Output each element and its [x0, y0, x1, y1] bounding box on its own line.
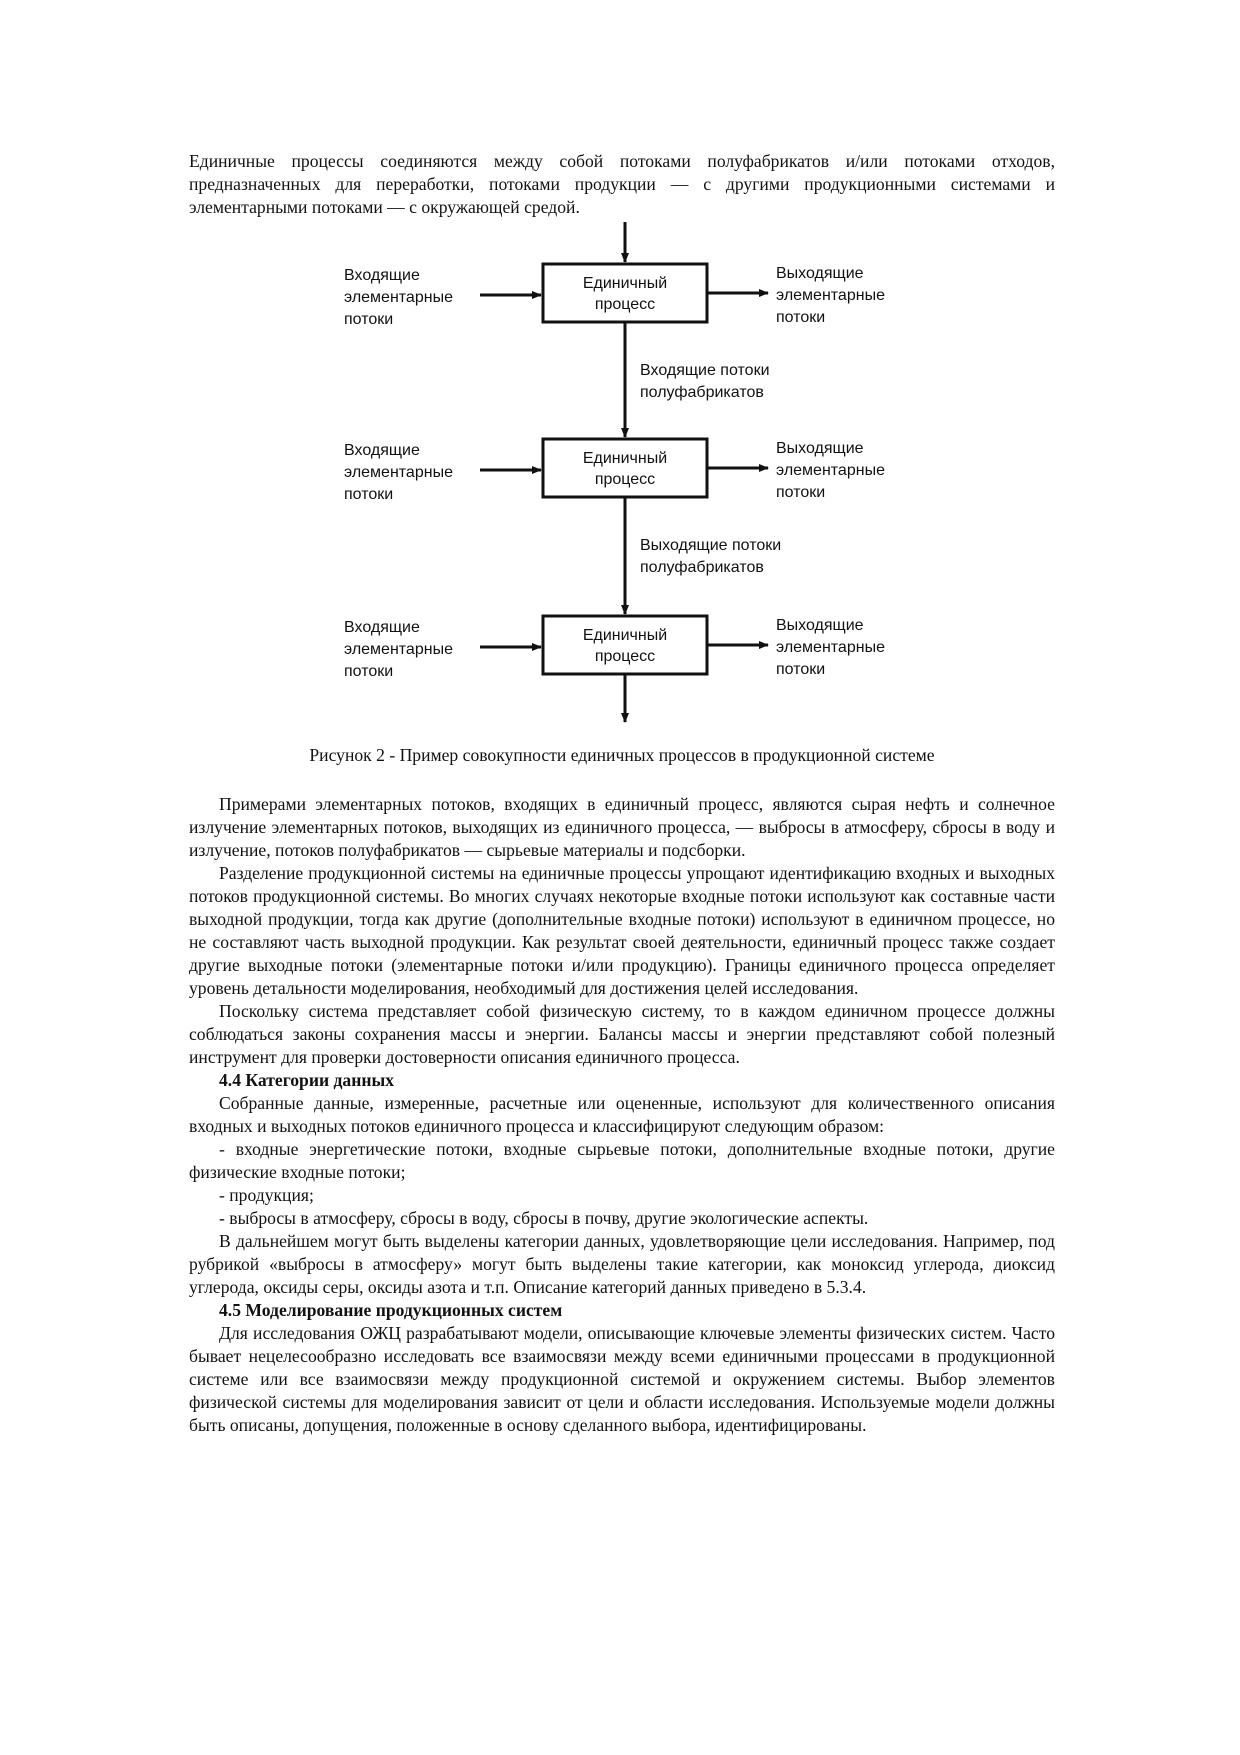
paragraph-further-categories: В дальнейшем могут быть выделены категории данных, удовлетворяющие цели исследования. Например, под рубрикой «выбросы в атмосферу» могут быть выделены такие категории, как моноксид углерода, диоксид углерода, оксиды серы, оксиды азота и т.п. Описание категорий данных приведено в 5.3.4. [189, 1231, 1055, 1297]
output-1-line1: Выходящие [776, 265, 864, 282]
heading-4-4: 4.4 Категории данных [219, 1070, 395, 1090]
input-label-1 [344, 267, 453, 328]
process-box-3 [543, 616, 707, 674]
output-3-line3: потоки [776, 661, 826, 678]
process-box-2 [543, 439, 707, 497]
input-label-3 [344, 619, 453, 680]
input-3-line2: элементарные [344, 641, 453, 658]
input-label-2 [344, 442, 453, 503]
unit-process-diagram [0, 0, 1240, 745]
input-2-line2: элементарные [344, 464, 453, 481]
input-1-line2: элементарные [344, 289, 453, 306]
paragraph-examples: Примерами элементарных потоков, входящих в единичный процесс, являются сырая нефть и солнечное излучение элементарных потоков, выходящих из единичного процесса, — выбросы в атмосферу, сбросы в воду и излучение, потоков полуфабрикатов — сырьевые материалы и подсборки. [189, 794, 1055, 860]
paragraph-division: Разделение продукционной системы на единичные процессы упрощают идентификацию входных и выходных потоков продукционной системы. Во многих случаях некоторые входные потоки используют как составные части выходной продукции, тогда как другие (дополнительные входные потоки) используют в единичном процессе, но не составляют часть выходной продукции. Как результат своей деятельности, единичный процесс также создает другие выходные потоки (элементарные потоки и/или продукцию). Границы единичного процесса определяет уровень детальности моделирования, необходимый для достижения целей исследования. [189, 863, 1055, 998]
input-1-line3: потоки [344, 311, 394, 328]
body-section [189, 793, 1055, 1437]
input-2-line3: потоки [344, 486, 394, 503]
output-2-line3: потоки [776, 484, 826, 501]
process-3-label-line2: процесс [594, 648, 656, 665]
input-3-line1: Входящие [344, 619, 420, 636]
process-3-label-line1: Единичный [582, 627, 668, 644]
between-1-line2: полуфабрикатов [640, 384, 764, 401]
output-1-line3: потоки [776, 309, 826, 326]
output-3-line1: Выходящие [776, 617, 864, 634]
between-2-line1: Выходящие потоки [640, 537, 782, 554]
process-1-label-line2: процесс [594, 296, 656, 313]
list-item-emissions: - выбросы в атмосферу, сбросы в воду, сбросы в почву, другие экологические аспекты. [219, 1208, 869, 1228]
output-3-line2: элементарные [776, 639, 885, 656]
process-1-label-line1: Единичный [582, 275, 668, 292]
list-item-products: - продукция; [219, 1185, 314, 1205]
process-2-label-line2: процесс [594, 471, 656, 488]
intro-paragraph: Единичные процессы соединяются между собой потоками полуфабрикатов и/или потоками отходов, предназначенных для переработки, потоками продукции — с другими продукционными системами и элементарными потоками — с окружающей средой. [189, 151, 1055, 217]
input-3-line3: потоки [344, 663, 394, 680]
paragraph-data-categories: Собранные данные, измеренные, расчетные или оцененные, используют для количественного описания входных и выходных потоков единичного процесса и классифицируют следующим образом: [189, 1093, 1055, 1136]
heading-4-5: 4.5 Моделирование продукционных систем [219, 1300, 563, 1320]
input-2-line1: Входящие [344, 442, 420, 459]
output-2-line1: Выходящие [776, 440, 864, 457]
figure-caption: Рисунок 2 - Пример совокупности единичных процессов в продукционной системе [309, 745, 935, 765]
between-label-2 [640, 537, 781, 576]
output-1-line2: элементарные [776, 287, 885, 304]
process-box-1 [543, 264, 707, 322]
input-1-line1: Входящие [344, 267, 420, 284]
process-2-label-line1: Единичный [582, 450, 668, 467]
between-2-line2: полуфабрикатов [640, 559, 764, 576]
output-label-1 [776, 265, 885, 326]
output-label-2 [776, 440, 885, 501]
output-2-line2: элементарные [776, 462, 885, 479]
output-label-3 [776, 617, 885, 678]
between-1-line1: Входящие потоки [640, 362, 770, 379]
list-item-inputs: - входные энергетические потоки, входные сырьевые потоки, дополнительные входные потоки, другие физические входные потоки; [189, 1139, 1055, 1182]
paragraph-balance: Поскольку система представляет собой физическую систему, то в каждом единичном процессе должны соблюдаться законы сохранения массы и энергии. Балансы массы и энергии представляют собой полезный инструмент для проверки достоверности описания единичного процесса. [189, 1001, 1055, 1067]
paragraph-modeling: Для исследования ОЖЦ разрабатывают модели, описывающие ключевые элементы физических систем. Часто бывает нецелесообразно исследовать все взаимосвязи между всеми единичными процессами в продукционной системе или все взаимосвязи между продукционной системой и окружением системы. Выбор элементов физической системы для моделирования зависит от цели и области исследования. Используемые модели должны быть описаны, допущения, положенные в основу сделанного выбора, идентифицированы. [189, 1323, 1055, 1435]
between-label-1 [640, 362, 770, 401]
